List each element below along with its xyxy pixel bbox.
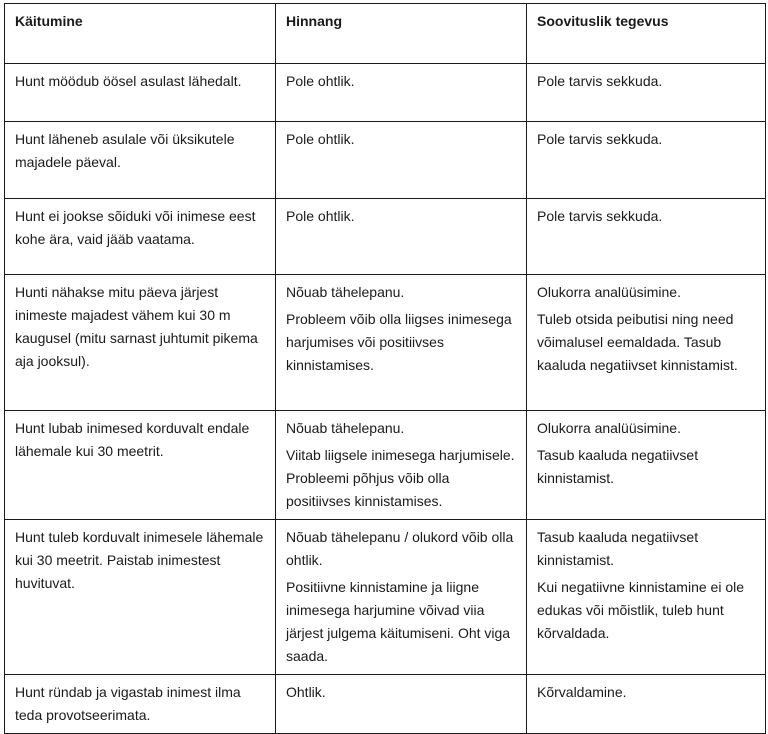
assessment-cell <box>276 520 527 675</box>
action-cell <box>527 122 766 199</box>
action-cell <box>527 199 766 275</box>
table-row <box>5 199 766 275</box>
action-text: Olukorra analüüsimine. <box>537 420 681 436</box>
assessment-cell <box>276 275 527 411</box>
assessment-text: Ohtlik. <box>286 684 326 700</box>
assessment-cell <box>276 199 527 275</box>
table-row <box>5 275 766 411</box>
assessment-text: Nõuab tähelepanu. <box>286 420 405 436</box>
header-assessment: Hinnang <box>276 4 527 64</box>
behavior-text: Hunt ründab ja vigastab inimest ilma teda provotseerimata. <box>15 684 241 723</box>
behavior-text: Hunt lubab inimesed korduvalt endale lähemale kui 30 meetrit. <box>15 420 250 459</box>
behavior-cell <box>5 675 276 734</box>
action-text: Kõrvaldamine. <box>537 684 627 700</box>
action-text: Tasub kaaluda negatiivset kinnistamist. <box>537 447 699 486</box>
header-row <box>5 4 766 64</box>
table-row <box>5 675 766 734</box>
behavior-text: Hunt möödub öösel asulast lähedalt. <box>15 73 242 89</box>
action-text: Tuleb otsida peibutisi ning need võimalusel eemaldada. Tasub kaaluda negatiivset kinnistamist. <box>537 311 738 373</box>
assessment-cell <box>276 64 527 122</box>
behavior-cell <box>5 411 276 520</box>
assessment-text: Pole ohtlik. <box>286 208 355 224</box>
action-text: Olukorra analüüsimine. <box>537 284 681 300</box>
action-cell <box>527 520 766 675</box>
behavior-text: Hunt läheneb asulale või üksikutele majadele päeval. <box>15 131 235 170</box>
behavior-cell <box>5 275 276 411</box>
action-cell <box>527 64 766 122</box>
assessment-text: Pole ohtlik. <box>286 131 355 147</box>
behavior-text: Hunt tuleb korduvalt inimesele lähemale kui 30 meetrit. Paistab inimestest huvituvat. <box>15 529 264 591</box>
behavior-text: Hunti nähakse mitu päeva järjest inimeste majadest vähem kui 30 m kaugusel (mitu sarnast juhtumit pikema aja jooksul). <box>15 284 258 369</box>
table-row <box>5 64 766 122</box>
assessment-cell <box>276 122 527 199</box>
behavior-cell <box>5 64 276 122</box>
action-text: Pole tarvis sekkuda. <box>537 73 663 89</box>
action-text: Tasub kaaluda negatiivset kinnistamist. <box>537 529 699 568</box>
assessment-text: Probleem võib olla liigses inimesega harjumises või positiivses kinnistamises. <box>286 311 512 373</box>
action-text: Kui negatiivne kinnistamine ei ole edukas või mõistlik, tuleb hunt kõrvaldada. <box>537 579 745 641</box>
table-row <box>5 520 766 675</box>
behavior-cell <box>5 122 276 199</box>
assessment-text: Viitab liigsele inimesega harjumisele. Probleemi põhjus võib olla positiivses kinnistamises. <box>286 447 515 509</box>
assessment-cell <box>276 675 527 734</box>
assessment-text: Positiivne kinnistamine ja liigne inimesega harjumine võivad viia järjest julgema käitumiseni. Oht viga saada. <box>286 579 511 664</box>
assessment-text: Nõuab tähelepanu / olukord võib olla ohtlik. <box>286 529 514 568</box>
behavior-cell <box>5 520 276 675</box>
header-action: Soovituslik tegevus <box>527 4 766 64</box>
assessment-text: Nõuab tähelepanu. <box>286 284 405 300</box>
assessment-text: Pole ohtlik. <box>286 73 355 89</box>
action-text: Pole tarvis sekkuda. <box>537 208 663 224</box>
action-cell <box>527 411 766 520</box>
action-text: Pole tarvis sekkuda. <box>537 131 663 147</box>
header-behavior: Käitumine <box>5 4 276 64</box>
action-cell <box>527 275 766 411</box>
wolf-behavior-table <box>4 3 766 734</box>
assessment-cell <box>276 411 527 520</box>
behavior-text: Hunt ei jookse sõiduki või inimese eest kohe ära, vaid jääb vaatama. <box>15 208 256 247</box>
table-row <box>5 411 766 520</box>
action-cell <box>527 675 766 734</box>
table-row <box>5 122 766 199</box>
behavior-cell <box>5 199 276 275</box>
